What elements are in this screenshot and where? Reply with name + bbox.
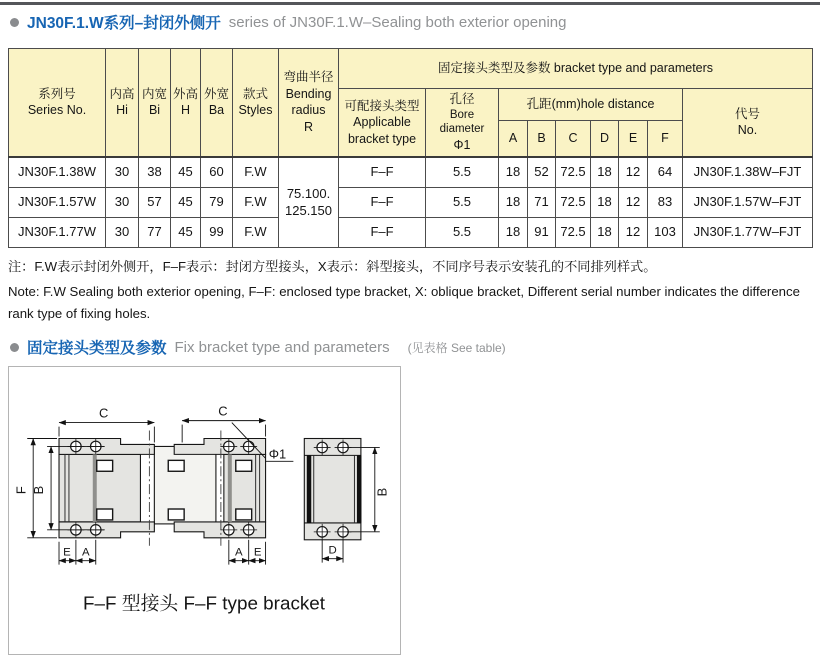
group-header-bracket: 固定接头类型及参数 bracket type and parameters bbox=[339, 49, 813, 89]
dim-label-e-left: E bbox=[63, 546, 71, 559]
col-header-d: D bbox=[591, 121, 619, 157]
col-header-bi: 内宽 Bi bbox=[139, 49, 171, 157]
dim-label-f: F bbox=[13, 486, 29, 495]
note-zh: 注：F.W表示封闭外侧开，F–F表示：封闭方型接头，X表示：斜型接头，不同序号表示安装孔的不同排列样式。 bbox=[8, 259, 657, 274]
cell-d: 18 bbox=[591, 157, 619, 188]
cell-a: 18 bbox=[499, 187, 528, 217]
dim-label-e-right: E bbox=[253, 546, 262, 559]
cell-h: 45 bbox=[171, 157, 201, 188]
col-header-styles: 款式 Styles bbox=[233, 49, 279, 157]
cell-bending-radius: 75.100. 125.150 bbox=[279, 157, 339, 248]
cell-bracket: F–F bbox=[339, 157, 426, 188]
cell-no: JN30F.1.77W–FJT bbox=[683, 217, 813, 247]
col-header-f: F bbox=[648, 121, 683, 157]
cell-e: 12 bbox=[619, 157, 648, 188]
cell-c: 72.5 bbox=[556, 217, 591, 247]
cell-b: 71 bbox=[528, 187, 556, 217]
cell-hi: 30 bbox=[106, 217, 139, 247]
page-title-zh: JN30F.1.W系列–封闭外侧开 bbox=[27, 15, 221, 32]
dim-label-a-left: A bbox=[82, 546, 90, 559]
cell-e: 12 bbox=[619, 217, 648, 247]
cell-h: 45 bbox=[171, 217, 201, 247]
col-header-hi: 内高 Hi bbox=[106, 49, 139, 157]
cell-hi: 30 bbox=[106, 187, 139, 217]
cell-a: 18 bbox=[499, 217, 528, 247]
cell-bi: 77 bbox=[139, 217, 171, 247]
cell-c: 72.5 bbox=[556, 187, 591, 217]
section-title-zh: 固定接头类型及参数 bbox=[27, 340, 167, 357]
page-title bbox=[10, 11, 567, 33]
cell-bore: 5.5 bbox=[426, 217, 499, 247]
dim-label-c-right: C bbox=[218, 403, 228, 419]
cell-no: JN30F.1.38W–FJT bbox=[683, 157, 813, 188]
cell-f: 83 bbox=[648, 187, 683, 217]
section-title-en: Fix bracket type and parameters bbox=[174, 338, 390, 356]
cell-series: JN30F.1.77W bbox=[9, 217, 106, 247]
col-header-bore: 孔径 Bore diameter Φ1 bbox=[426, 89, 499, 157]
col-header-b: B bbox=[528, 121, 556, 157]
col-header-c: C bbox=[556, 121, 591, 157]
cell-e: 12 bbox=[619, 187, 648, 217]
cell-f: 103 bbox=[648, 217, 683, 247]
cell-ba: 79 bbox=[201, 187, 233, 217]
section-title-fix-bracket bbox=[10, 336, 506, 358]
bullet-icon bbox=[10, 18, 19, 27]
col-header-series: 系列号 Series No. bbox=[9, 49, 106, 157]
bracket-diagram-panel bbox=[8, 366, 401, 655]
cell-ba: 60 bbox=[201, 157, 233, 188]
note-en: Note: F.W Sealing both exterior opening, F–F: enclosed type bracket, X: oblique bracket, Different serial number indicates the difference rank type of fixing holes. bbox=[8, 283, 800, 321]
col-header-bending-radius: 弯曲半径 Bending radius R bbox=[279, 49, 339, 157]
bracket-side-view bbox=[304, 439, 379, 563]
cell-f: 64 bbox=[648, 157, 683, 188]
cell-d: 18 bbox=[591, 187, 619, 217]
dim-label-b-front: B bbox=[31, 485, 47, 495]
col-header-e: E bbox=[619, 121, 648, 157]
cell-bi: 38 bbox=[139, 157, 171, 188]
spec-table-wrap bbox=[8, 48, 813, 248]
cell-bi: 57 bbox=[139, 187, 171, 217]
cell-bracket: F–F bbox=[339, 187, 426, 217]
dim-label-d: D bbox=[328, 544, 337, 557]
col-header-a: A bbox=[499, 121, 528, 157]
top-rule bbox=[0, 2, 820, 5]
cell-b: 52 bbox=[528, 157, 556, 188]
cell-c: 72.5 bbox=[556, 157, 591, 188]
cell-b: 91 bbox=[528, 217, 556, 247]
table-row bbox=[9, 187, 813, 217]
cell-series: JN30F.1.57W bbox=[9, 187, 106, 217]
col-header-no: 代号 No. bbox=[683, 89, 813, 157]
diagram-caption: F–F 型接头 F–F type bracket bbox=[82, 592, 326, 614]
cell-d: 18 bbox=[591, 217, 619, 247]
cell-bore: 5.5 bbox=[426, 187, 499, 217]
bracket-drawing bbox=[9, 367, 399, 653]
cell-hi: 30 bbox=[106, 157, 139, 188]
col-header-h: 外高 H bbox=[171, 49, 201, 157]
dim-label-phi1: Φ1 bbox=[268, 446, 287, 462]
cell-series: JN30F.1.38W bbox=[9, 157, 106, 188]
cell-style: F.W bbox=[233, 217, 279, 247]
cell-ba: 99 bbox=[201, 217, 233, 247]
cell-h: 45 bbox=[171, 187, 201, 217]
dim-label-b-side: B bbox=[374, 487, 390, 497]
cell-a: 18 bbox=[499, 157, 528, 188]
cell-bracket: F–F bbox=[339, 217, 426, 247]
notes bbox=[8, 256, 814, 328]
col-header-applicable: 可配接头类型 Applicable bracket type bbox=[339, 89, 426, 157]
cell-no: JN30F.1.57W–FJT bbox=[683, 187, 813, 217]
page-title-en: series of JN30F.1.W–Sealing both exterior opening bbox=[228, 13, 567, 31]
group-header-hole-distance: 孔距(mm)hole distance bbox=[499, 89, 683, 121]
dim-label-c-left: C bbox=[99, 405, 109, 421]
cell-bore: 5.5 bbox=[426, 157, 499, 188]
table-row bbox=[9, 217, 813, 247]
table-row bbox=[9, 157, 813, 188]
cell-style: F.W bbox=[233, 187, 279, 217]
cell-style: F.W bbox=[233, 157, 279, 188]
spec-table bbox=[8, 48, 813, 248]
assembly-front-view bbox=[59, 431, 266, 546]
dim-label-a-right: A bbox=[234, 546, 243, 559]
see-table-note: (见表格 See table) bbox=[407, 340, 506, 355]
bullet-icon bbox=[10, 343, 19, 352]
col-header-ba: 外宽 Ba bbox=[201, 49, 233, 157]
